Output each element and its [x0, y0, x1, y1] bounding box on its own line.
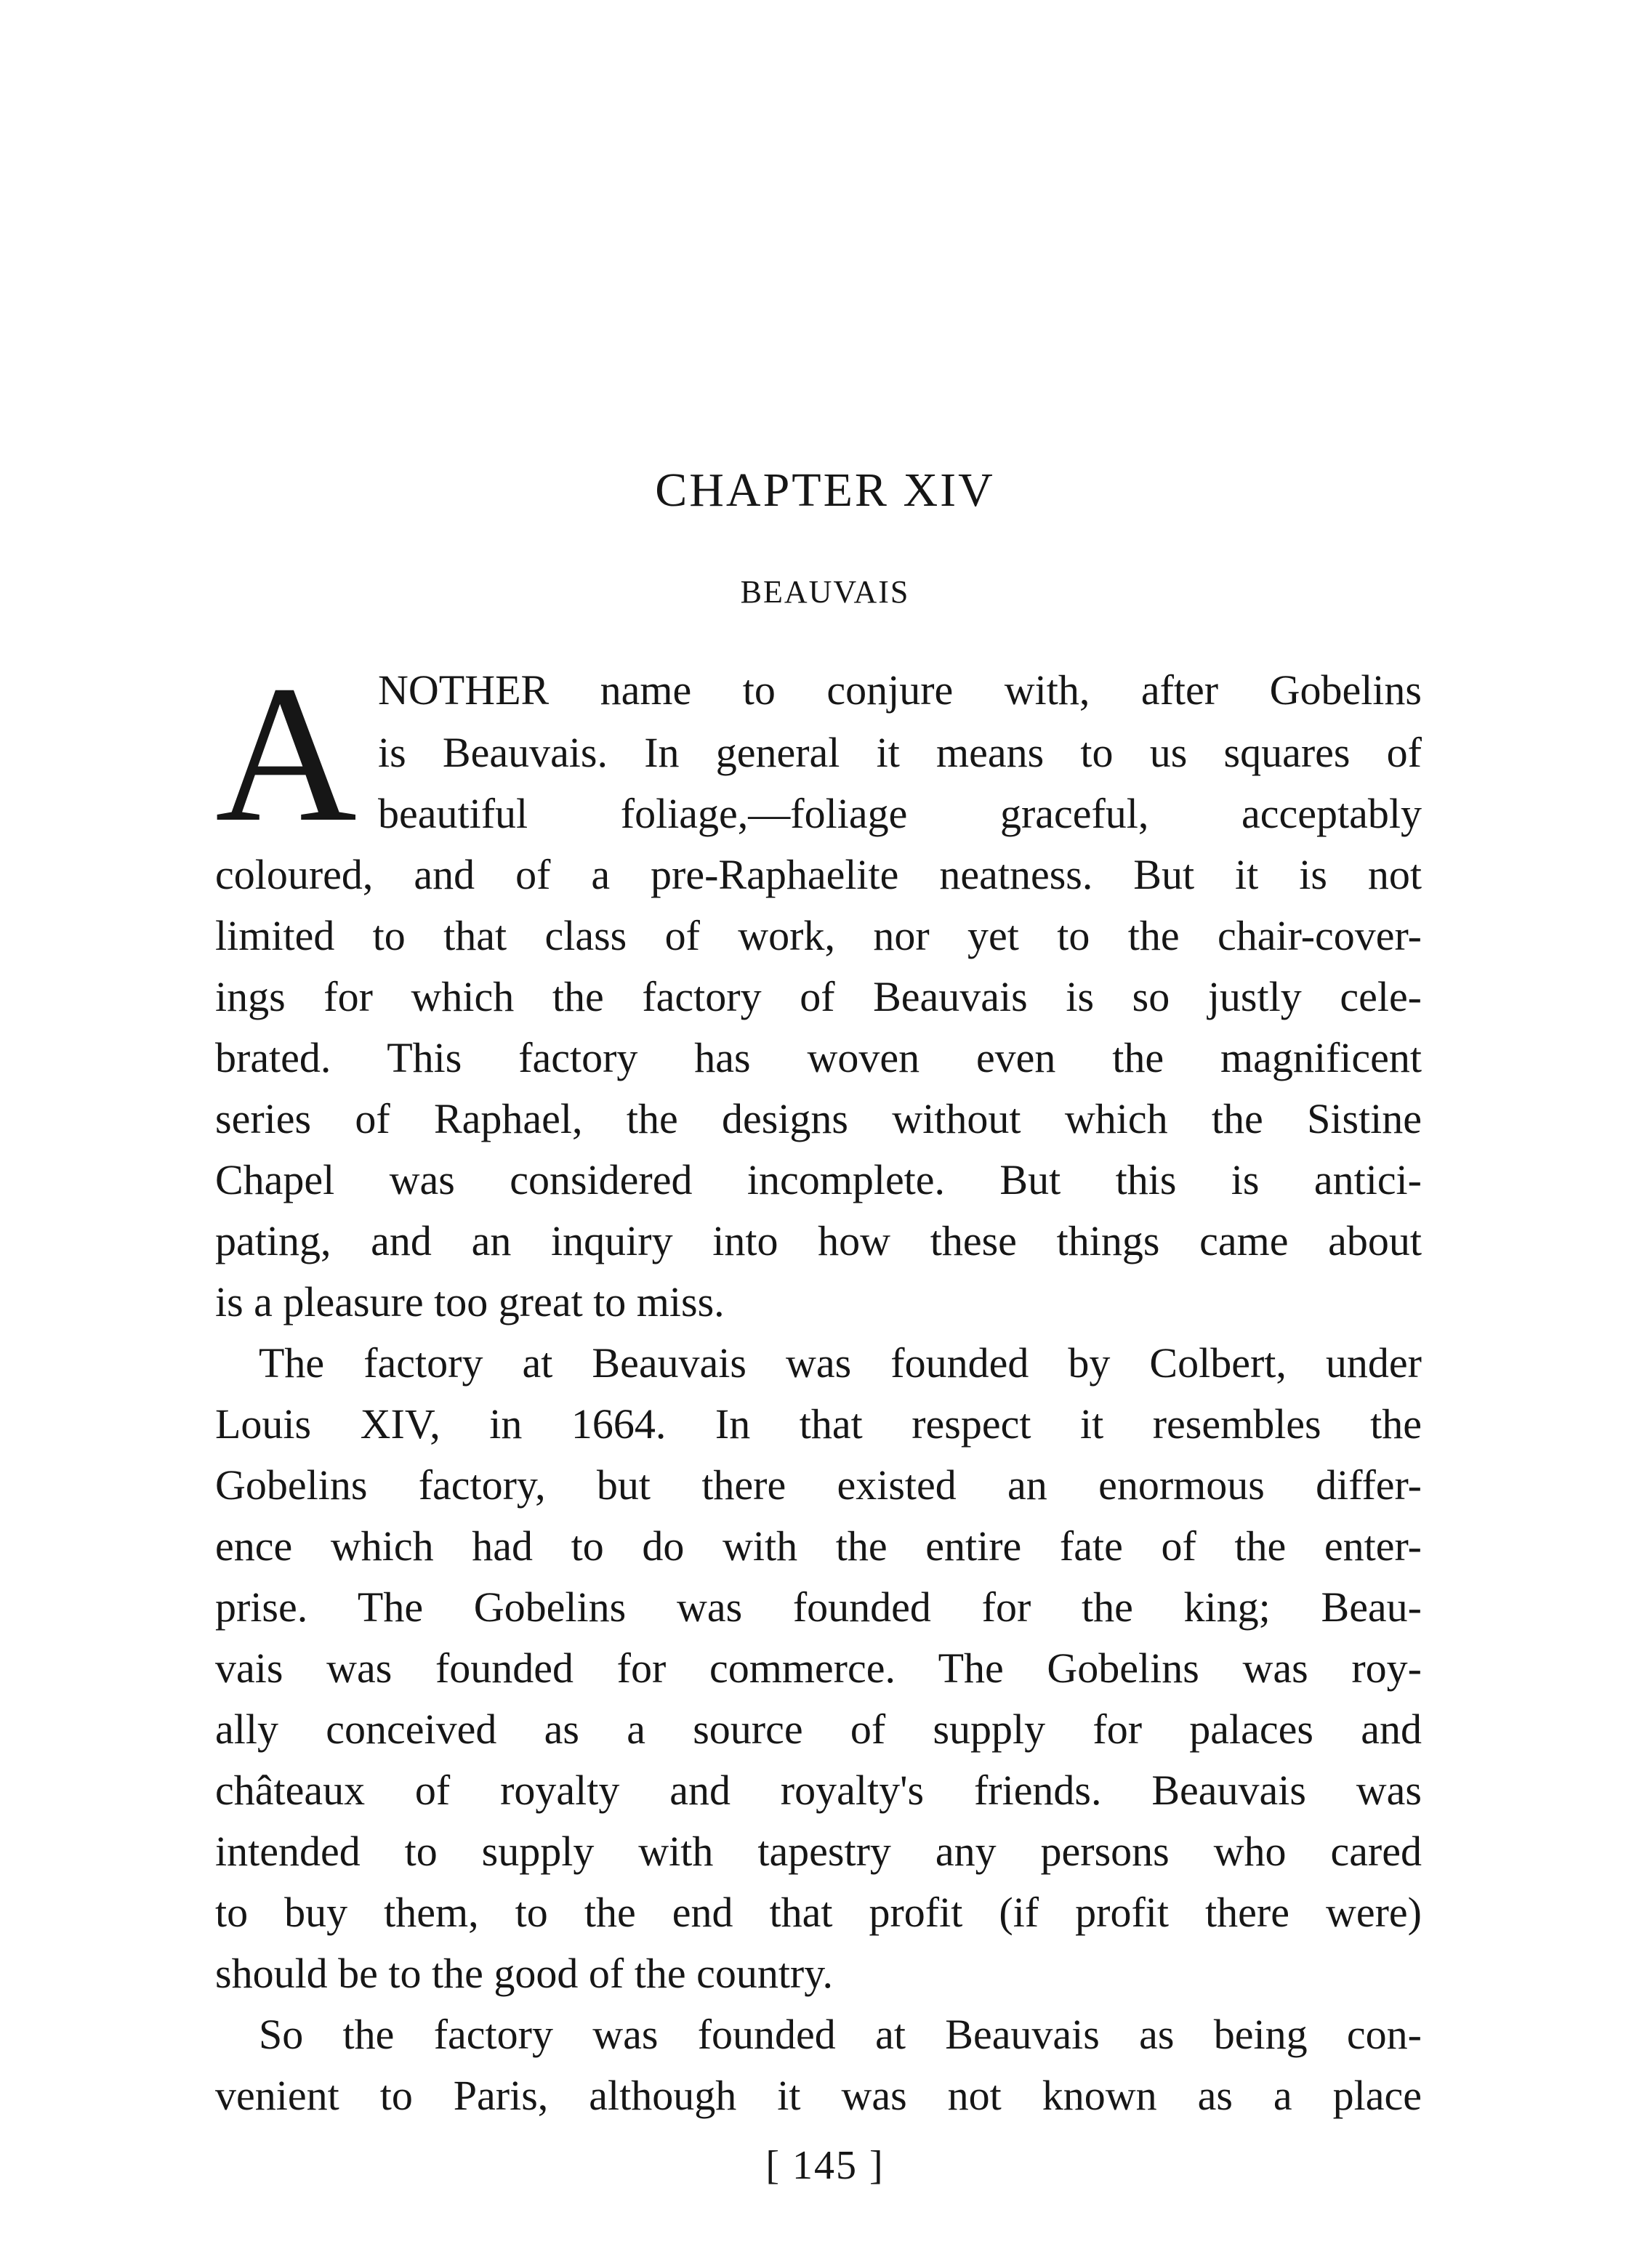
text-line: The factory at Beauvais was founded by Colbert, under	[259, 1339, 1422, 1387]
text-line: châteaux of royalty and royalty's friends. Beauvais was	[215, 1767, 1422, 1814]
text-line: venient to Paris, although it was not known as a place	[215, 2072, 1422, 2119]
text-line: Chapel was considered incomplete. But this is antici-	[215, 1156, 1422, 1203]
text-line: ings for which the factory of Beauvais is so justly cele-	[215, 973, 1422, 1020]
chapter-title: CHAPTER XIV	[655, 464, 995, 517]
drop-cap: A	[215, 645, 357, 863]
text-line: ally conceived as a source of supply for palaces and	[215, 1706, 1422, 1753]
text-line: So the factory was founded at Beauvais as being con-	[259, 2011, 1422, 2058]
text-line: to buy them, to the end that profit (if profit there were)	[215, 1889, 1422, 1936]
text-line: should be to the good of the country.	[215, 1950, 833, 1997]
text-line: coloured, and of a pre-Raphaelite neatness. But it is not	[215, 851, 1422, 898]
text-line: limited to that class of work, nor yet to the chair-cover-	[215, 912, 1422, 959]
text-line: is a pleasure too great to miss.	[215, 1278, 725, 1325]
text-line: NOTHER name to conjure with, after Gobelins	[378, 666, 1422, 714]
text-line: vais was founded for commerce. The Gobelins was roy-	[215, 1644, 1422, 1692]
text-line: intended to supply with tapestry any persons who cared	[215, 1828, 1422, 1875]
text-line: series of Raphael, the designs without which the Sistine	[215, 1095, 1422, 1142]
text-line: Gobelins factory, but there existed an enormous differ-	[215, 1461, 1422, 1509]
text-line: prise. The Gobelins was founded for the king; Beau-	[215, 1583, 1422, 1631]
text-line: pating, and an inquiry into how these things came about	[215, 1217, 1422, 1264]
text-line: beautiful foliage,—foliage graceful, acceptably	[378, 790, 1422, 837]
text-line: ence which had to do with the entire fate of the enter-	[215, 1522, 1422, 1570]
text-line: Louis XIV, in 1664. In that respect it resembles the	[215, 1400, 1422, 1448]
chapter-subtitle: BEAUVAIS	[740, 574, 910, 610]
text-line: brated. This factory has woven even the magnificent	[215, 1034, 1422, 1081]
page-number: [ 145 ]	[765, 2143, 885, 2188]
text-line: is Beauvais. In general it means to us squares of	[378, 729, 1422, 776]
